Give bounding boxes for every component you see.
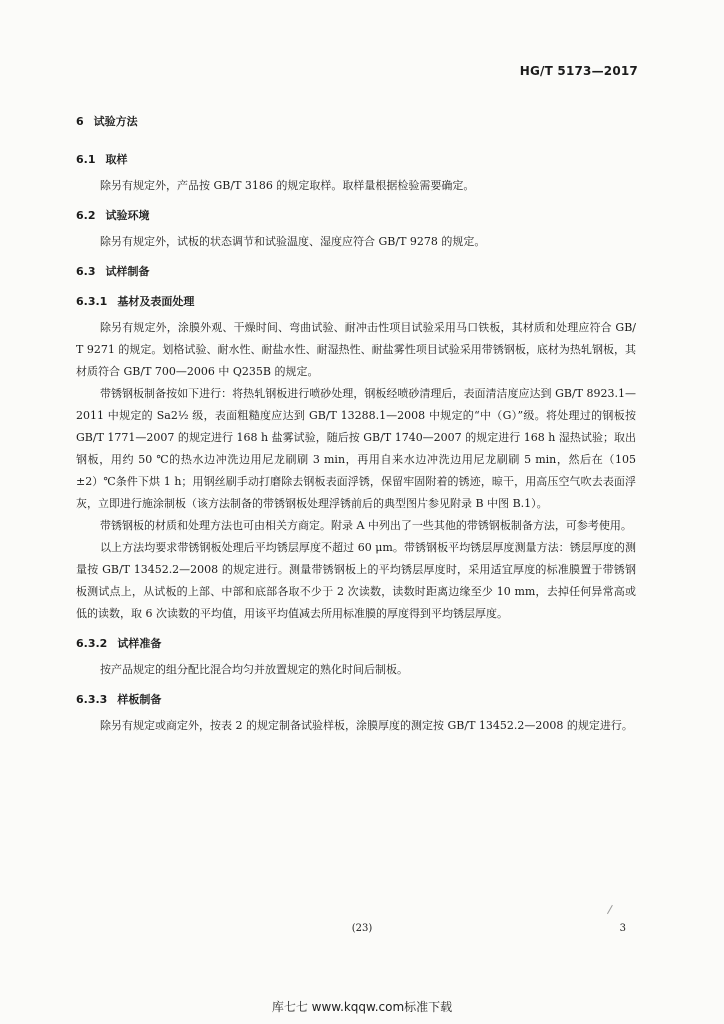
section-number: 6.2 — [76, 209, 96, 222]
paragraph: 带锈钢板的材质和处理方法也可由相关方商定。附录 A 中列出了一些其他的带锈钢板制备方法，可参考使用。 — [100, 519, 632, 532]
paragraph: 除另有规定外，试板的状态调节和试验温度、湿度应符合 GB/T 9278 的规定。 — [100, 235, 486, 248]
document-body — [76, 113, 636, 737]
paragraph: 以上方法均要求带锈钢板处理后平均锈层厚度不超过 60 μm。带锈钢板平均锈层厚度测量方法：锈层厚度的测量按 GB/T 13452.2—2008 的规定进行。测量带锈钢板上的平均锈层厚度时，采用适宜厚度的标准膜置于带锈钢板测试点上，从试板的上部、中部和底部各取不少于 2 次读数，读数时距离边缘至少 10 mm，去掉任何异常高或低的读数，取 6 次读数的平均值，用该平均值减去所用标准膜的厚度得到平均锈层厚度。 — [76, 541, 636, 620]
paragraph: 除另有规定外，产品按 GB/T 3186 的规定取样。取样量根据检验需要确定。 — [100, 179, 475, 192]
footer-page-label: (23) — [351, 923, 373, 934]
section-title: 试验环境 — [105, 209, 150, 222]
section — [76, 691, 636, 737]
section — [76, 635, 636, 681]
section — [76, 293, 636, 625]
section-title: 试样制备 — [105, 265, 150, 278]
watermark-link[interactable]: 库七七 www.kqqw.com标准下载 — [271, 1000, 453, 1014]
section-heading — [76, 207, 636, 225]
paragraph: 除另有规定或商定外，按表 2 的规定制备试验样板，涂膜厚度的测定按 GB/T 13452.2—2008 的规定进行。 — [100, 719, 633, 732]
section-title: 样板制备 — [117, 693, 162, 706]
section-title: 取样 — [105, 153, 128, 166]
paragraph: 按产品规定的组分配比混合均匀并放置规定的熟化时间后制板。 — [100, 663, 408, 676]
paragraph: 带锈钢板制备按如下进行：将热轧钢板进行喷砂处理，钢板经喷砂清理后，表面清洁度应达到 GB/T 8923.1—2011 中规定的 Sa2½ 级，表面粗糙度应达到 GB/T 13288.1—2008 中规定的“中（G）”级。将处理过的钢板按 GB/T 1771—2007 的规定进行 168 h 盐雾试验，随后按 GB/T 1740—2007 的规定进行 168 h 湿热试验；取出钢板，用约 50 ℃的热水边冲洗边用尼龙刷刷 3 min，再用自来水边冲洗边用尼龙刷刷 5 min，然后在（105±2）℃条件下烘 1 h；用钢丝刷手动打磨除去钢板表面浮锈，保留牢固附着的锈迹，晾干，用高压空气吹去表面浮灰，立即进行施涂制板（该方法制备的带锈钢板处理浮锈前后的典型图片参见附录 B 中图 B.1）。 — [76, 387, 636, 510]
section — [76, 263, 636, 281]
section-heading — [76, 151, 636, 169]
section — [76, 151, 636, 197]
scan-mark — [607, 905, 618, 917]
section-heading — [76, 691, 636, 709]
section-title: 试验方法 — [93, 115, 138, 128]
footer-page-number: 3 — [619, 923, 626, 934]
section-number: 6.3.1 — [76, 295, 108, 308]
section — [76, 207, 636, 253]
section-number: 6 — [76, 115, 84, 128]
section-number: 6.3.3 — [76, 693, 108, 706]
section-heading — [76, 113, 636, 131]
section-heading — [76, 293, 636, 311]
section-heading — [76, 263, 636, 281]
standard-code: HG/T 5173—2017 — [519, 64, 638, 78]
section-number: 6.3.2 — [76, 637, 108, 650]
section-title: 基材及表面处理 — [117, 295, 195, 308]
section-title: 试样准备 — [117, 637, 162, 650]
section-number: 6.1 — [76, 153, 96, 166]
section — [76, 113, 636, 131]
section-heading — [76, 635, 636, 653]
section-number: 6.3 — [76, 265, 96, 278]
paragraph: 除另有规定外，涂膜外观、干燥时间、弯曲试验、耐冲击性项目试验采用马口铁板，其材质和处理应符合 GB/T 9271 的规定。划格试验、耐水性、耐盐水性、耐湿热性、耐盐雾性项目试验采用带锈钢板，底材为热轧钢板，其材质符合 GB/T 700—2006 中 Q235B 的规定。 — [76, 321, 636, 378]
